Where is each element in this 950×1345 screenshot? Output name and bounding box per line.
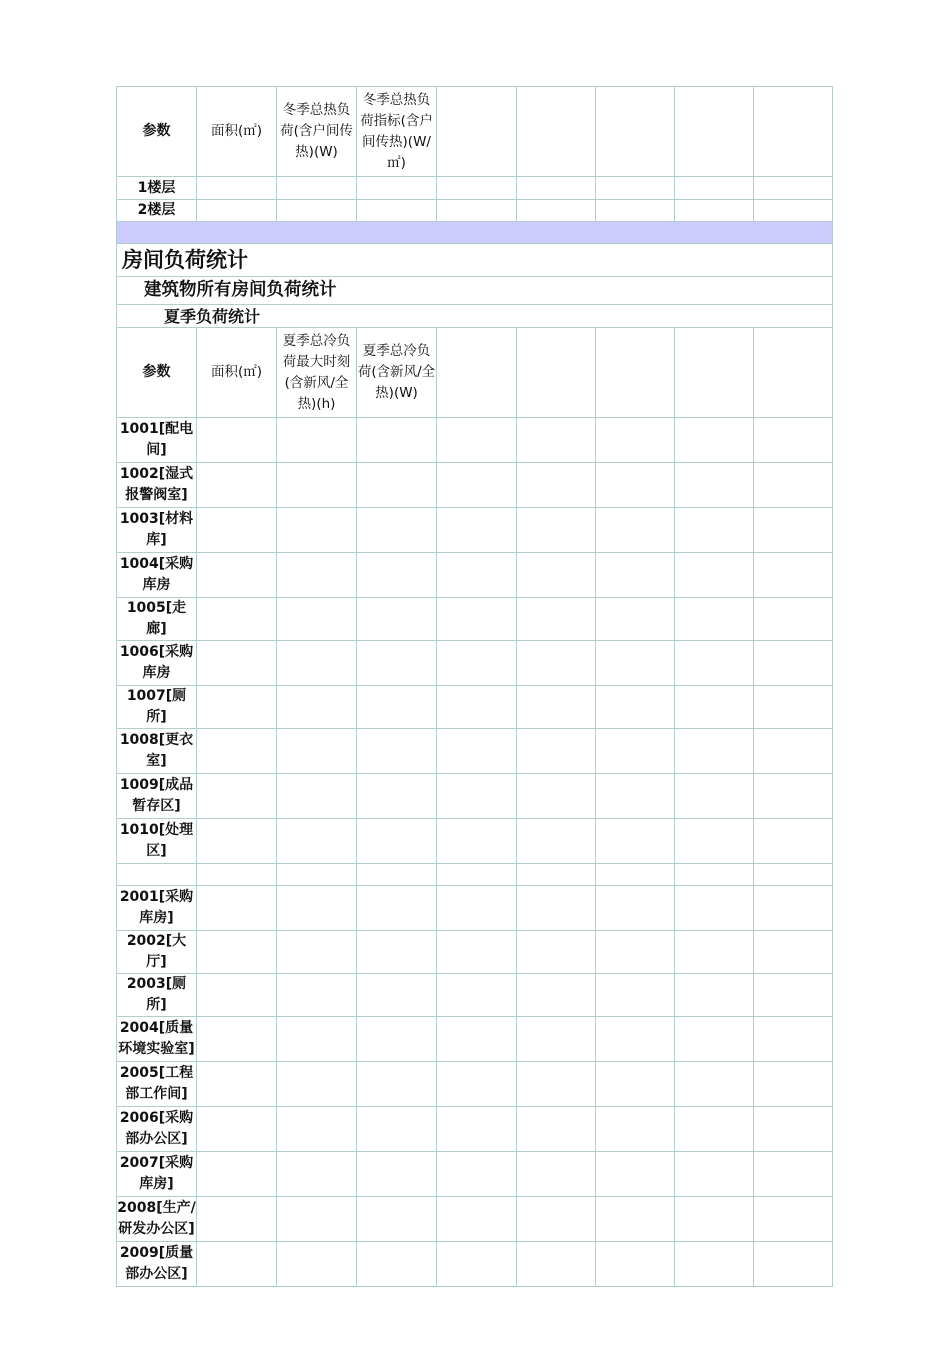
empty-cell — [197, 1242, 277, 1287]
empty-cell — [675, 553, 754, 598]
empty-cell — [517, 864, 596, 886]
empty-cell — [754, 864, 833, 886]
empty-cell — [675, 774, 754, 819]
empty-cell — [754, 1062, 833, 1107]
empty-cell — [517, 553, 596, 598]
empty-cell — [675, 177, 754, 200]
empty-cell — [357, 418, 437, 463]
empty-cell — [675, 819, 754, 864]
empty-cell — [517, 641, 596, 686]
empty-cell — [596, 1017, 675, 1062]
winter-header-total-heat-load: 冬季总热负荷(含户间传热)(W) — [277, 87, 357, 177]
winter-header-param: 参数 — [117, 87, 197, 177]
room-row — [117, 1107, 833, 1152]
empty-cell — [437, 553, 517, 598]
empty-cell — [437, 1107, 517, 1152]
empty-cell — [754, 87, 833, 177]
floor-label: 1楼层 — [117, 177, 197, 200]
empty-cell — [357, 819, 437, 864]
room-label: 1001[配电间] — [117, 418, 197, 463]
empty-cell — [357, 463, 437, 508]
empty-cell — [197, 774, 277, 819]
winter-header-row — [117, 87, 833, 177]
section-title: 房间负荷统计 — [117, 244, 833, 277]
summer-title-row — [117, 305, 833, 328]
empty-cell — [437, 886, 517, 931]
empty-cell — [754, 686, 833, 729]
empty-cell — [437, 177, 517, 200]
empty-cell — [517, 1152, 596, 1197]
empty-cell — [357, 864, 437, 886]
summer-header-total-cooling-load: 夏季总冷负荷(含新风/全热)(W) — [357, 328, 437, 418]
empty-cell — [754, 328, 833, 418]
empty-cell — [675, 1152, 754, 1197]
empty-cell — [357, 774, 437, 819]
empty-cell — [596, 931, 675, 974]
empty-cell — [675, 463, 754, 508]
empty-cell — [517, 1242, 596, 1287]
empty-cell — [277, 641, 357, 686]
empty-cell — [517, 328, 596, 418]
empty-cell — [357, 553, 437, 598]
empty-cell — [357, 177, 437, 200]
empty-cell — [357, 686, 437, 729]
room-label: 1008[更衣室] — [117, 729, 197, 774]
empty-cell — [596, 508, 675, 553]
empty-cell — [675, 1107, 754, 1152]
empty-cell — [277, 1152, 357, 1197]
winter-floor-row — [117, 200, 833, 222]
empty-cell — [357, 508, 437, 553]
empty-cell — [197, 1107, 277, 1152]
empty-cell — [675, 864, 754, 886]
empty-cell — [197, 508, 277, 553]
empty-cell — [675, 418, 754, 463]
empty-cell — [357, 1242, 437, 1287]
empty-cell — [517, 87, 596, 177]
empty-cell — [277, 729, 357, 774]
empty-cell — [754, 886, 833, 931]
empty-cell — [197, 200, 277, 222]
empty-cell — [437, 1242, 517, 1287]
empty-cell — [754, 819, 833, 864]
empty-cell — [197, 1152, 277, 1197]
room-row — [117, 1017, 833, 1062]
empty-cell — [437, 1062, 517, 1107]
empty-cell — [596, 686, 675, 729]
empty-cell — [357, 886, 437, 931]
empty-cell — [517, 1017, 596, 1062]
room-label: 2007[采购库房] — [117, 1152, 197, 1197]
empty-cell — [596, 729, 675, 774]
empty-cell — [754, 1107, 833, 1152]
room-row — [117, 1062, 833, 1107]
empty-cell — [277, 886, 357, 931]
empty-cell — [277, 931, 357, 974]
empty-cell — [675, 686, 754, 729]
empty-cell — [517, 463, 596, 508]
empty-cell — [754, 974, 833, 1017]
room-label: 2005[工程部工作间] — [117, 1062, 197, 1107]
room-row — [117, 463, 833, 508]
empty-cell — [437, 819, 517, 864]
load-table — [116, 86, 833, 1287]
room-label: 2006[采购部办公区] — [117, 1107, 197, 1152]
room-label: 1002[湿式报警阀室] — [117, 463, 197, 508]
empty-cell — [675, 508, 754, 553]
empty-cell — [437, 87, 517, 177]
empty-cell — [596, 553, 675, 598]
summer-title: 夏季负荷统计 — [117, 305, 833, 328]
empty-cell — [517, 931, 596, 974]
empty-cell — [596, 177, 675, 200]
empty-cell — [437, 641, 517, 686]
empty-cell — [596, 819, 675, 864]
empty-cell — [357, 1062, 437, 1107]
empty-cell — [596, 1107, 675, 1152]
empty-cell — [675, 886, 754, 931]
empty-cell — [596, 598, 675, 641]
empty-cell — [437, 1017, 517, 1062]
room-label: 2003[厕所] — [117, 974, 197, 1017]
empty-cell — [754, 418, 833, 463]
empty-cell — [517, 1062, 596, 1107]
empty-cell — [754, 177, 833, 200]
empty-cell — [437, 1197, 517, 1242]
empty-cell — [437, 1152, 517, 1197]
empty-cell — [517, 508, 596, 553]
room-label: 1007[厕所] — [117, 686, 197, 729]
room-row — [117, 819, 833, 864]
room-row — [117, 508, 833, 553]
empty-cell — [277, 819, 357, 864]
empty-cell — [675, 328, 754, 418]
room-row — [117, 418, 833, 463]
empty-cell — [596, 1152, 675, 1197]
empty-cell — [277, 1062, 357, 1107]
empty-cell — [357, 729, 437, 774]
room-label — [117, 864, 197, 886]
empty-cell — [596, 864, 675, 886]
empty-cell — [596, 1062, 675, 1107]
empty-cell — [197, 886, 277, 931]
empty-cell — [197, 1197, 277, 1242]
empty-cell — [437, 463, 517, 508]
room-row — [117, 729, 833, 774]
empty-cell — [754, 1017, 833, 1062]
empty-cell — [277, 864, 357, 886]
summer-header-peak-time: 夏季总冷负荷最大时刻(含新风/全热)(h) — [277, 328, 357, 418]
room-label: 2008[生产/研发办公区] — [117, 1197, 197, 1242]
empty-cell — [357, 598, 437, 641]
empty-cell — [675, 598, 754, 641]
empty-cell — [754, 774, 833, 819]
empty-cell — [197, 931, 277, 974]
room-label: 1004[采购库房 — [117, 553, 197, 598]
empty-cell — [517, 819, 596, 864]
empty-cell — [596, 463, 675, 508]
empty-cell — [277, 686, 357, 729]
room-row — [117, 774, 833, 819]
empty-cell — [754, 641, 833, 686]
empty-cell — [437, 686, 517, 729]
empty-cell — [596, 886, 675, 931]
empty-cell — [596, 774, 675, 819]
empty-cell — [277, 200, 357, 222]
empty-cell — [675, 729, 754, 774]
empty-cell — [596, 418, 675, 463]
empty-cell — [675, 931, 754, 974]
empty-cell — [596, 974, 675, 1017]
empty-cell — [596, 87, 675, 177]
empty-cell — [754, 200, 833, 222]
empty-cell — [754, 553, 833, 598]
winter-floor-row — [117, 177, 833, 200]
empty-cell — [517, 1107, 596, 1152]
room-label: 2009[质量部办公区] — [117, 1242, 197, 1287]
empty-cell — [517, 774, 596, 819]
empty-cell — [277, 774, 357, 819]
empty-cell — [517, 598, 596, 641]
room-row — [117, 931, 833, 974]
room-label: 1010[处理区] — [117, 819, 197, 864]
empty-cell — [277, 508, 357, 553]
empty-cell — [517, 200, 596, 222]
empty-cell — [197, 729, 277, 774]
empty-cell — [277, 1017, 357, 1062]
summer-header-param: 参数 — [117, 328, 197, 418]
summer-header-area: 面积(㎡) — [197, 328, 277, 418]
room-row — [117, 641, 833, 686]
room-row — [117, 1242, 833, 1287]
subsection-title-row — [117, 277, 833, 305]
empty-cell — [517, 729, 596, 774]
empty-cell — [754, 463, 833, 508]
room-label: 1009[成品暂存区] — [117, 774, 197, 819]
empty-cell — [437, 328, 517, 418]
summer-header-row — [117, 328, 833, 418]
empty-cell — [596, 1242, 675, 1287]
empty-cell — [357, 641, 437, 686]
empty-cell — [357, 200, 437, 222]
room-row — [117, 1197, 833, 1242]
empty-cell — [197, 598, 277, 641]
empty-cell — [197, 974, 277, 1017]
empty-cell — [517, 1197, 596, 1242]
empty-cell — [277, 553, 357, 598]
room-label: 2001[采购库房] — [117, 886, 197, 931]
section-band — [117, 222, 833, 244]
room-row — [117, 553, 833, 598]
empty-cell — [197, 864, 277, 886]
empty-cell — [197, 641, 277, 686]
empty-cell — [437, 729, 517, 774]
empty-cell — [357, 974, 437, 1017]
empty-cell — [197, 686, 277, 729]
empty-cell — [754, 508, 833, 553]
empty-cell — [675, 1242, 754, 1287]
empty-cell — [277, 974, 357, 1017]
empty-cell — [277, 598, 357, 641]
empty-cell — [517, 177, 596, 200]
empty-cell — [277, 1107, 357, 1152]
empty-cell — [277, 1197, 357, 1242]
empty-cell — [675, 1017, 754, 1062]
empty-cell — [437, 508, 517, 553]
empty-cell — [596, 641, 675, 686]
empty-cell — [754, 1197, 833, 1242]
empty-cell — [754, 598, 833, 641]
empty-cell — [517, 686, 596, 729]
empty-cell — [437, 864, 517, 886]
empty-cell — [197, 418, 277, 463]
empty-cell — [437, 200, 517, 222]
empty-cell — [277, 418, 357, 463]
empty-cell — [754, 1242, 833, 1287]
empty-cell — [197, 819, 277, 864]
empty-cell — [675, 1197, 754, 1242]
empty-cell — [754, 931, 833, 974]
load-statistics-sheet — [116, 86, 832, 1287]
empty-cell — [277, 1242, 357, 1287]
winter-header-area: 面积(㎡) — [197, 87, 277, 177]
room-row — [117, 974, 833, 1017]
empty-cell — [197, 463, 277, 508]
room-label: 1003[材料库] — [117, 508, 197, 553]
empty-cell — [197, 177, 277, 200]
empty-cell — [754, 729, 833, 774]
empty-cell — [596, 1197, 675, 1242]
empty-cell — [675, 1062, 754, 1107]
band-cell — [117, 222, 833, 244]
empty-cell — [517, 974, 596, 1017]
section-title-row — [117, 244, 833, 277]
room-row — [117, 686, 833, 729]
empty-cell — [675, 200, 754, 222]
empty-cell — [197, 1017, 277, 1062]
room-label: 1006[采购库房 — [117, 641, 197, 686]
empty-cell — [357, 1152, 437, 1197]
empty-cell — [675, 641, 754, 686]
room-row — [117, 1152, 833, 1197]
empty-cell — [517, 418, 596, 463]
empty-cell — [357, 1197, 437, 1242]
empty-cell — [277, 463, 357, 508]
empty-cell — [754, 1152, 833, 1197]
room-row — [117, 886, 833, 931]
empty-cell — [437, 931, 517, 974]
empty-cell — [437, 974, 517, 1017]
empty-cell — [517, 886, 596, 931]
empty-cell — [675, 87, 754, 177]
room-row — [117, 598, 833, 641]
winter-header-heat-load-index: 冬季总热负荷指标(含户间传热)(W/㎡) — [357, 87, 437, 177]
subsection-title: 建筑物所有房间负荷统计 — [117, 277, 833, 305]
empty-cell — [437, 418, 517, 463]
empty-cell — [437, 774, 517, 819]
room-label: 2002[大厅] — [117, 931, 197, 974]
empty-cell — [277, 177, 357, 200]
empty-cell — [357, 931, 437, 974]
room-row — [117, 864, 833, 886]
empty-cell — [675, 974, 754, 1017]
empty-cell — [437, 598, 517, 641]
empty-cell — [197, 1062, 277, 1107]
room-label: 2004[质量环境实验室] — [117, 1017, 197, 1062]
empty-cell — [596, 328, 675, 418]
empty-cell — [197, 553, 277, 598]
room-label: 1005[走廊] — [117, 598, 197, 641]
empty-cell — [357, 1107, 437, 1152]
empty-cell — [596, 200, 675, 222]
empty-cell — [357, 1017, 437, 1062]
floor-label: 2楼层 — [117, 200, 197, 222]
